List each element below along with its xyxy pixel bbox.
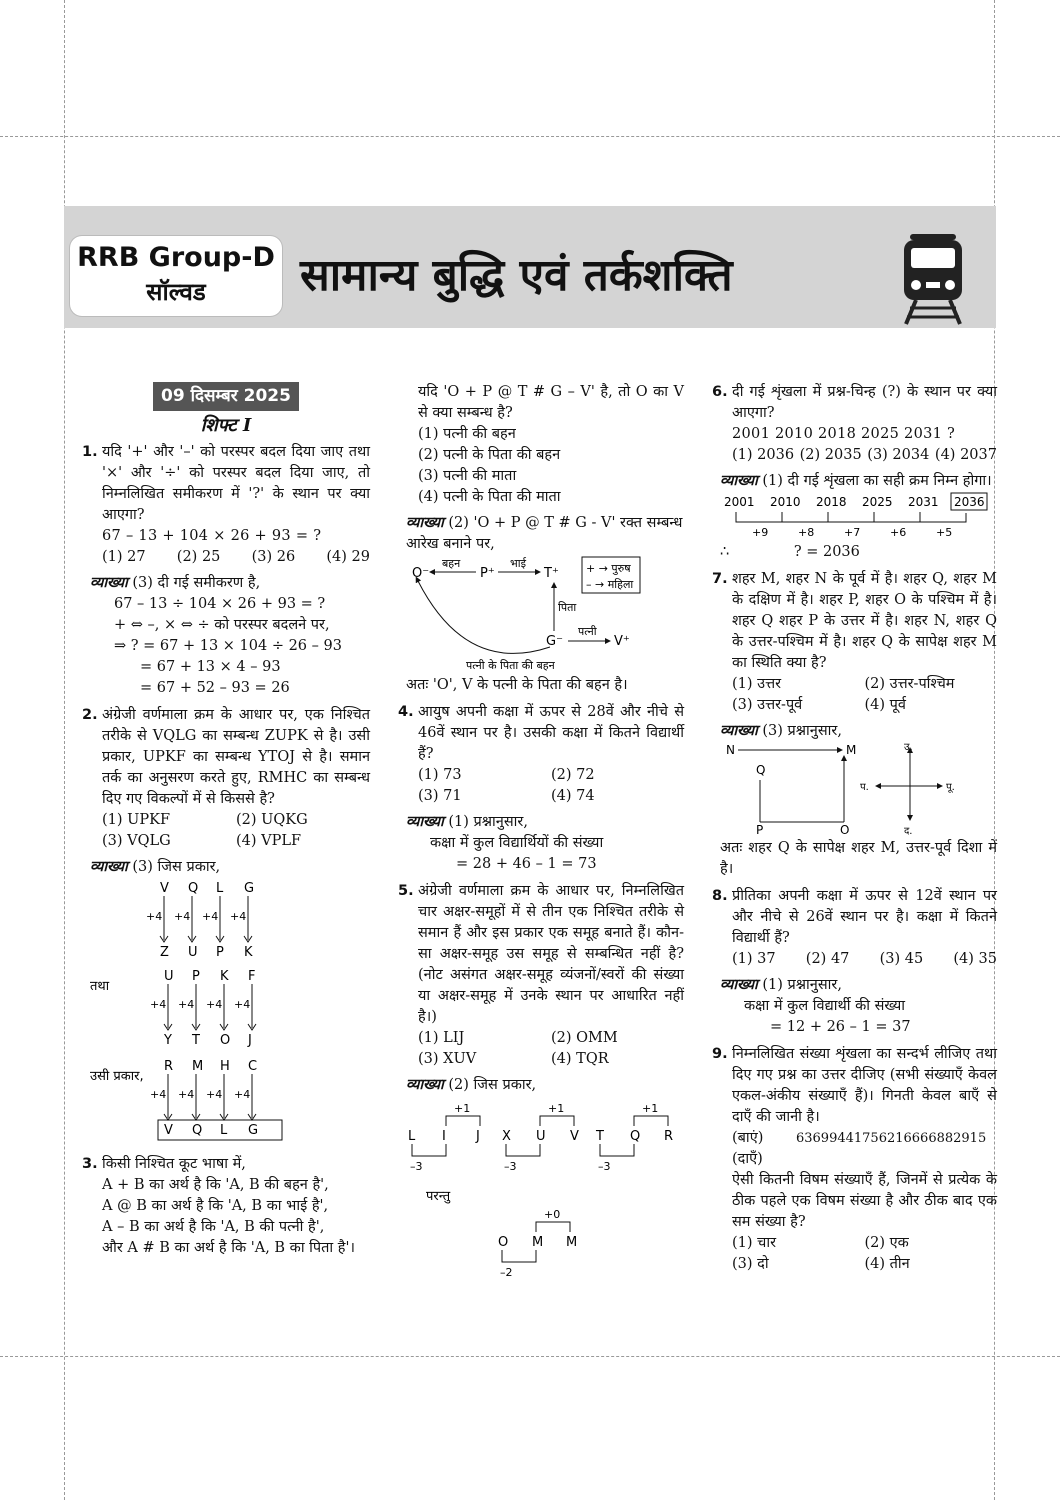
question-text: यदि '+' और '–' को परस्पर बदल दिया जाए तथा '×' और '÷' को परस्पर बदल दिया जाए, तो निम्नलिखित समीकरण में '?' के स्थान पर क्या आएगा? <box>102 444 370 523</box>
train-icon <box>898 232 968 326</box>
top-letter: M <box>192 1059 204 1074</box>
question-text: प्रीतिका अपनी कक्षा में ऊपर से 12वें स्थान पर और नीचे से 26वें स्थान पर है। कक्षा में कितने विद्यार्थी हैं? <box>732 888 997 946</box>
similarly-label: उसी प्रकार, <box>90 1069 144 1084</box>
series-term: 2031 <box>908 495 939 509</box>
dir-east: पू. <box>946 782 955 793</box>
option: (3) उत्तर-पूर्व <box>732 697 803 713</box>
series-term: 2036 <box>954 495 985 509</box>
options <box>398 765 684 807</box>
question-text: शहर M, शहर N के पूर्व में है। शहर Q, शहर M के दक्षिण में है। शहर P, शहर O के पश्चिम में है। शहर Q शहर P के उत्तर में है। शहर N, शहर Q के उत्तर-पश्चिम में है। शहर Q के सापेक्ष शहर M का स्थिति क्या है? <box>732 571 997 671</box>
point-M: M <box>846 743 857 757</box>
step-label: +4 <box>234 1088 251 1101</box>
diff-label: +9 <box>752 526 769 539</box>
option: (1) LIJ <box>418 1030 465 1046</box>
top-letter: F <box>248 969 256 984</box>
group-letter: T <box>596 1129 604 1144</box>
bottom-letter: Y <box>164 1033 172 1048</box>
direction-diagram <box>720 742 1000 838</box>
question-9 <box>712 1044 997 1275</box>
question-number: 3. <box>82 1156 98 1172</box>
question-3 <box>82 1154 370 1259</box>
node-P: P⁺ <box>480 566 495 581</box>
series-term: 2001 <box>724 495 755 509</box>
bottom-letter: G <box>248 1123 259 1138</box>
option: (4) पूर्व <box>864 697 906 713</box>
option: (3) 26 <box>251 549 296 565</box>
question-text: निम्नलिखित संख्या शृंखला का सन्दर्भ लीजिए तथा दिए गए प्रश्न का उत्तर दीजिए (सभी संख्याएँ केवल एकल-अंकीय संख्याएँ हैं)। गिनती केवल बाएँ से दाएँ की जानी है। <box>732 1046 997 1125</box>
explanation-label: व्याख्या <box>90 574 128 591</box>
options <box>712 445 997 466</box>
point-O: O <box>840 823 850 837</box>
top-letter: R <box>164 1059 174 1074</box>
explanation-lead: (1) प्रश्नानुसार, <box>762 977 842 993</box>
option: (4) VPLF <box>236 833 302 849</box>
question-6 <box>712 382 997 563</box>
step-label: +4 <box>150 998 167 1011</box>
question-detail: ऐसी कितनी विषम संख्याएँ हैं, जिनमें से प्रत्येक के ठीक पहले एक विषम संख्या है और ठीक बाद एक सम संख्या है? <box>732 1172 997 1230</box>
question-number: 7. <box>712 571 728 587</box>
option: (3) 2034 <box>867 447 930 463</box>
question-5 <box>398 881 684 1276</box>
bottom-letter: U <box>188 945 198 960</box>
question-number: 6. <box>712 384 728 400</box>
step: कक्षा में कुल विद्यार्थी की संख्या <box>744 998 906 1014</box>
group-letter: X <box>502 1129 511 1144</box>
diff-bracket <box>736 512 782 522</box>
bottom-letter: J <box>248 1033 252 1048</box>
but-label: परन्तु <box>426 1189 451 1204</box>
dir-south: द. <box>904 826 913 837</box>
bottom-letter: V <box>164 1123 173 1138</box>
curve-label: पत्नी के पिता की बहन <box>466 659 555 672</box>
options <box>712 674 997 716</box>
diff-label: +5 <box>936 526 953 539</box>
diff-label: +7 <box>844 526 861 539</box>
options <box>82 547 370 568</box>
step-label: +4 <box>174 910 191 923</box>
number-series: 2001 2010 2018 2025 2031 ? <box>732 426 956 442</box>
letter-group-diagram <box>406 1096 686 1276</box>
option: (4) TQR <box>551 1051 609 1067</box>
node-O: O⁻ <box>412 566 430 581</box>
option: (2) 72 <box>551 767 595 783</box>
question-number: 8. <box>712 888 728 904</box>
option: (4) पत्नी के पिता की माता <box>418 489 561 505</box>
plus-label: +1 <box>454 1102 471 1115</box>
minus-bracket <box>506 1144 540 1156</box>
diff-label: +8 <box>798 526 815 539</box>
edge-sister-label: बहन <box>442 557 461 570</box>
step: = 28 + 46 – 1 = 73 <box>456 856 597 872</box>
explanation-label: व्याख्या <box>406 813 444 830</box>
question-8 <box>712 886 997 1038</box>
bottom-letter: L <box>220 1123 228 1138</box>
question-number: 5. <box>398 883 414 899</box>
explanation-label: व्याख्या <box>720 472 758 489</box>
options <box>712 949 997 970</box>
therefore-symbol: ∴ <box>720 544 730 560</box>
explanation-lead: (1) प्रश्नानुसार, <box>448 814 528 830</box>
conclusion: अतः 'O', V के पत्नी के पिता की बहन है। <box>406 677 628 693</box>
explanation-lead: (2) जिस प्रकार, <box>448 1077 537 1093</box>
step-label: +4 <box>206 998 223 1011</box>
conclusion: अतः शहर Q के सापेक्ष शहर M, उत्तर-पूर्व दिशा में है। <box>720 840 997 877</box>
minus-bracket <box>600 1144 634 1156</box>
explanation-lead: (3) जिस प्रकार, <box>132 859 221 875</box>
option: (2) उत्तर-पश्चिम <box>864 676 955 692</box>
bottom-letter: K <box>244 945 253 960</box>
page-title: सामान्य बुद्धि एवं तर्कशक्ति <box>300 250 733 301</box>
option: (2) एक <box>864 1235 909 1251</box>
explanation-label: व्याख्या <box>406 514 444 531</box>
group-letter: O <box>498 1235 509 1250</box>
bottom-letter: O <box>220 1033 231 1048</box>
group-letter: R <box>664 1129 674 1144</box>
explanation <box>398 1074 684 1276</box>
badge-title: RRB Group-D <box>77 242 275 273</box>
minus-label: –3 <box>598 1160 611 1173</box>
options <box>398 424 684 508</box>
top-letter: L <box>216 881 224 896</box>
options <box>398 1028 684 1070</box>
exam-info <box>82 382 370 436</box>
point-P: P <box>756 823 764 837</box>
bottom-letter: Q <box>192 1123 203 1138</box>
explanation-lead: (2) 'O + P @ T # G - V' रक्त सम्बन्ध आरेख बनाने पर, <box>406 515 683 552</box>
group-letter: Q <box>630 1129 641 1144</box>
minus-label: –2 <box>500 1266 513 1276</box>
option: (3) 45 <box>879 951 924 967</box>
diff-bracket <box>920 512 966 522</box>
node-G: G⁻ <box>546 634 563 649</box>
top-letter: V <box>160 881 169 896</box>
plus-label: +1 <box>548 1102 565 1115</box>
node-V: V⁺ <box>614 634 630 649</box>
explanation-lead: (3) दी गई समीकरण है, <box>132 575 261 591</box>
edge-father-label: पिता <box>558 601 577 614</box>
step: + ⇔ –, × ⇔ ÷ को परस्पर बदलने पर, <box>114 617 330 633</box>
code-rule: A – B का अर्थ है कि 'A, B की पत्नी है', <box>102 1219 325 1235</box>
legend-female: – → महिला <box>586 578 634 591</box>
diff-bracket <box>828 512 874 522</box>
question-number: 4. <box>398 704 414 720</box>
top-letter: C <box>248 1059 258 1074</box>
node-T: T⁺ <box>544 566 559 581</box>
top-letter: H <box>220 1059 230 1074</box>
code-rule: A @ B का अर्थ है कि 'A, B का भाई है', <box>102 1198 329 1214</box>
step-label: +4 <box>150 1088 167 1101</box>
top-letter: P <box>192 969 200 984</box>
bottom-letter: P <box>216 945 224 960</box>
group-letter: M <box>532 1235 544 1250</box>
question-2 <box>82 705 370 1148</box>
group-letter: L <box>408 1129 416 1144</box>
and-label: तथा <box>90 979 110 994</box>
option: (4) तीन <box>864 1256 910 1272</box>
minus-label: –3 <box>410 1160 423 1173</box>
group-letter: M <box>566 1235 578 1250</box>
option: (1) 27 <box>102 549 146 565</box>
top-letter: G <box>244 881 255 896</box>
step-label: +4 <box>234 998 251 1011</box>
diff-bracket <box>874 512 920 522</box>
diff-label: +6 <box>890 526 907 539</box>
diff-bracket <box>782 512 828 522</box>
plus-bracket <box>446 1116 480 1126</box>
explanation <box>712 974 997 1038</box>
option: (4) 74 <box>551 788 595 804</box>
group-letter: I <box>442 1129 446 1144</box>
minus-label: –3 <box>504 1160 517 1173</box>
question-number: 9. <box>712 1046 728 1062</box>
top-letter: K <box>220 969 229 984</box>
plus-label: +1 <box>642 1102 659 1115</box>
option: (1) UPKF <box>102 812 171 828</box>
option: (3) दो <box>732 1256 769 1272</box>
series-diagram <box>720 492 1000 542</box>
minus-bracket <box>502 1250 536 1262</box>
series-term: 2018 <box>816 495 847 509</box>
explanation <box>398 811 684 875</box>
explanation-lead: (1) दी गई शृंखला का सही क्रम निम्न होगा। <box>762 473 992 489</box>
point-Q: Q <box>756 763 766 777</box>
option: (1) उत्तर <box>732 676 782 692</box>
step-label: +4 <box>206 1088 223 1101</box>
option: (2) UQKG <box>236 812 308 828</box>
option: (4) 2037 <box>934 447 997 463</box>
column-3 <box>712 382 997 1275</box>
top-letter: Q <box>188 881 199 896</box>
code-rule: और A # B का अर्थ है कि 'A, B का पिता है'। <box>102 1240 355 1256</box>
question-1 <box>82 442 370 699</box>
step-label: +4 <box>202 910 219 923</box>
option: (3) पत्नी की माता <box>418 468 517 484</box>
option: (2) पत्नी के पिता की बहन <box>418 447 561 463</box>
option: (3) VQLG <box>102 833 171 849</box>
plus-bracket <box>536 1222 570 1232</box>
step: ⇒ ? = 67 + 13 × 104 ÷ 26 – 93 <box>114 638 342 654</box>
explanation <box>712 720 997 880</box>
options <box>82 810 370 852</box>
group-letter: V <box>570 1129 579 1144</box>
plus-label: +0 <box>544 1208 561 1221</box>
blood-relation-diagram <box>406 555 682 675</box>
bottom-letter: T <box>192 1033 200 1048</box>
explanation <box>398 512 684 696</box>
option: (2) OMM <box>551 1030 618 1046</box>
explanation <box>82 856 370 1148</box>
plus-bracket <box>634 1116 668 1126</box>
question-4 <box>398 702 684 875</box>
question-text: अंग्रेजी वर्णमाला क्रम के आधार पर, निम्नलिखित चार अक्षर-समूहों में से तीन एक निश्चित तरीके से समान हैं और इस प्रकार एक समूह बनाते हैं। कौन-सा अक्षर-समूह उस समूह से सम्बन्धित नहीं है? (नोट असंगत अक्षर-समूह व्यंजनों/स्वरों की संख्या या अक्षर-समूह में उनके स्थान पर आधारित नहीं है।) <box>418 883 684 1025</box>
point-N: N <box>726 743 735 757</box>
edge-wife-label: पत्नी <box>578 625 597 638</box>
option: (3) XUV <box>418 1051 477 1067</box>
question-number: 1. <box>82 444 98 460</box>
exam-date: 09 दिसम्बर 2025 <box>153 382 299 411</box>
explanation-label: व्याख्या <box>406 1076 444 1093</box>
option: (2) 2035 <box>799 447 862 463</box>
exam-shift: शिफ्ट I <box>200 415 252 436</box>
digit-sequence: 63699441756216666882915 <box>795 1131 987 1146</box>
right-label: (दाएँ) <box>732 1151 763 1167</box>
letter-shift-diagram <box>90 878 370 1148</box>
option: (1) चार <box>732 1235 777 1251</box>
code-rule: A + B का अर्थ है कि 'A, B की बहन है', <box>102 1177 329 1193</box>
question-text: किसी निश्चित कूट भाषा में, <box>102 1156 246 1172</box>
top-letter: U <box>164 969 174 984</box>
question-3-continued: यदि 'O + P @ T # G – V' है, तो O का V से क्या सम्बन्ध है? <box>418 384 684 421</box>
question-7 <box>712 569 997 880</box>
explanation-label: व्याख्या <box>720 722 758 739</box>
left-label: (बाएं) <box>732 1130 764 1146</box>
options <box>712 1233 997 1275</box>
column-1 <box>82 382 370 1259</box>
explanation <box>82 572 370 699</box>
step-label: +4 <box>178 1088 195 1101</box>
group-letter: U <box>536 1129 546 1144</box>
question-text: दी गई शृंखला में प्रश्न-चिन्ह (?) के स्थान पर क्या आएगा? <box>732 384 997 421</box>
series-term: 2010 <box>770 495 801 509</box>
explanation <box>712 470 997 563</box>
option: (3) 71 <box>418 788 462 804</box>
group-letter: J <box>476 1129 480 1144</box>
step-label: +4 <box>178 998 195 1011</box>
step: = 67 + 13 × 4 – 93 <box>140 659 281 675</box>
option: (4) 29 <box>326 549 370 565</box>
question-number: 2. <box>82 707 98 723</box>
step: 67 – 13 ÷ 104 × 26 + 93 = ? <box>114 596 326 612</box>
step-label: +4 <box>146 910 163 923</box>
trim-line <box>0 1356 1060 1357</box>
dir-west: प. <box>860 782 869 793</box>
step-label: +4 <box>230 910 247 923</box>
badge-subtitle: सॉल्वड <box>146 278 206 306</box>
explanation-label: व्याख्या <box>90 858 128 875</box>
step: = 12 + 26 – 1 = 37 <box>770 1019 911 1035</box>
option: (1) पत्नी की बहन <box>418 426 516 442</box>
answer: ? = 2036 <box>793 544 860 560</box>
option: (4) 35 <box>953 951 997 967</box>
series-term: 2025 <box>862 495 893 509</box>
trim-line <box>0 136 1060 137</box>
option: (2) 47 <box>805 951 850 967</box>
question-text: आयुष अपनी कक्षा में ऊपर से 28वें और नीचे से 46वें स्थान पर है। उसकी कक्षा में कितने विद्यार्थी हैं? <box>418 704 684 762</box>
option: (1) 2036 <box>732 447 795 463</box>
plus-bracket <box>540 1116 574 1126</box>
option: (1) 37 <box>732 951 776 967</box>
explanation-label: व्याख्या <box>720 976 758 993</box>
option: (2) 25 <box>176 549 221 565</box>
step: कक्षा में कुल विद्यार्थियों की संख्या <box>430 835 604 851</box>
explanation-lead: (3) प्रश्नानुसार, <box>762 723 842 739</box>
minus-bracket <box>412 1144 446 1156</box>
dir-north: उ. <box>904 742 913 753</box>
column-2 <box>398 382 684 1276</box>
question-text: अंग्रेजी वर्णमाला क्रम के आधार पर, एक निश्चित तरीके से VQLG का सम्बन्ध ZUPK से है। उसी प्रकार, UPKF का सम्बन्ध YTOJ से है। समान तर्क का अनुसरण करते हुए, RMHC का सम्बन्ध दिए गए विकल्पों में से किससे है? <box>102 707 370 807</box>
edge-brother-label: भाई <box>510 557 526 570</box>
exam-badge <box>70 236 282 316</box>
equation: 67 – 13 + 104 × 26 + 93 = ? <box>102 528 322 544</box>
step: = 67 + 52 – 93 = 26 <box>140 680 290 696</box>
legend-male: + → पुरुष <box>586 562 631 575</box>
option: (1) 73 <box>418 767 462 783</box>
bottom-letter: Z <box>160 945 169 960</box>
